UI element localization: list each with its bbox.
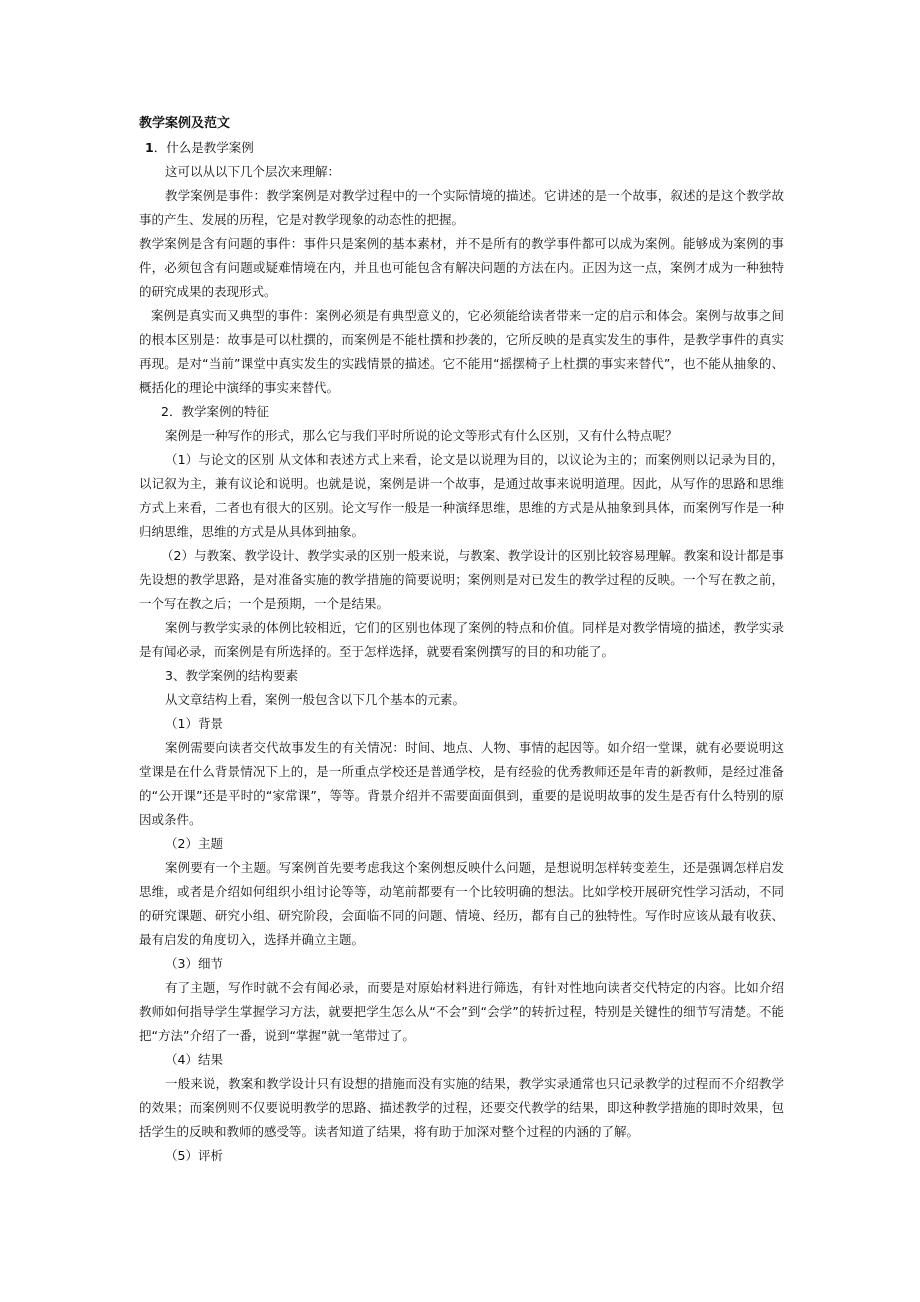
paragraph-result: 一般来说，教案和教学设计只有设想的措施而没有实施的结果，教学实录通常也只记录教学的过程而不介绍教学的效果；而案例则不仅要说明教学的思路、描述教学的过程，还要交代教学的结果，即这种教学措施的即时效果，包括学生的反映和教师的感受等。读者知道了结果，将有助于加深对整个过程的内涵的了解。: [139, 1076, 784, 1139]
heading-detail: （3）细节: [165, 956, 223, 971]
paragraph-s2-1: （1）与论文的区别 从文体和表述方式上来看，论文是以说理为目的，以议论为主的；而案例则以记录为目的，以记叙为主，兼有议论和说明。也就是说，案例是讲一个故事，是通过故事来说明道理。因此，从写作的思路和思维方式上来看，二者也有很大的区别。论文写作一般是一种演绎思维，思维的方式是从抽象到具体，而案例写作是一种归纳思维，思维的方式是从具体到抽象。: [139, 452, 784, 539]
paragraph-s2-3: 案例与教学实录的体例比较相近，它们的区别也体现了案例的特点和价值。同样是对教学情境的描述，教学实录是有闻必录，而案例是有所选择的。至于怎样选择，就要看案例撰写的目的和功能了。: [139, 620, 784, 659]
heading-result: （4）结果: [165, 1052, 223, 1067]
paragraph-problem: 教学案例是含有问题的事件：事件只是案例的基本素材，并不是所有的教学事件都可以成为案例。能够成为案例的事件，必须包含有问题或疑难情境在内，并且也可能包含有解决问题的方法在内。正因为这一点，案例才成为一种独特的研究成果的表现形式。: [139, 236, 784, 299]
heading-background: （1）背景: [165, 716, 223, 731]
paragraph-theme: 案例要有一个主题。写案例首先要考虑我这个案例想反映什么问题，是想说明怎样转变差生，还是强调怎样启发思维，或者是介绍如何组织小组讨论等等，动笔前都要有一个比较明确的想法。比如学校开展研究性学习活动，不同的研究课题、研究小组、研究阶段，会面临不同的问题、情境、经历，都有自己的独特性。写作时应该从最有收获、最有启发的角度切入，选择并确立主题。: [139, 860, 784, 947]
heading-theme: （2）主题: [165, 836, 223, 851]
paragraph-typical: 案例是真实而又典型的事件：案例必须是有典型意义的，它必须能给读者带来一定的启示和体会。案例与故事之间的根本区别是：故事是可以杜撰的，而案例是不能杜撰和抄袭的，它所反映的是真实发生的事件，是教学事件的真实再现。是对“当前”课堂中真实发生的实践情景的描述。它不能用“摇摆椅子上杜撰的事实来替代”，也不能从抽象的、概括化的理论中演绎的事实来替代。: [139, 308, 784, 395]
paragraph-background: 案例需要向读者交代故事发生的有关情况：时间、地点、人物、事情的起因等。如介绍一堂课，就有必要说明这堂课是在什么背景情况下上的，是一所重点学校还是普通学校，是有经验的优秀教师还是年青的新教师，是经过准备的“公开课”还是平时的“家常课”，等等。背景介绍并不需要面面俱到，重要的是说明故事的发生是否有什么特别的原因或条件。: [139, 740, 784, 827]
paragraph-s2-intro: 案例是一种写作的形式，那么它与我们平时所说的论文等形式有什么区别，又有什么特点呢？: [165, 428, 678, 443]
paragraph-event: 教学案例是事件：教学案例是对教学过程中的一个实际情境的描述。它讲述的是一个故事，叙述的是这个教学故事的产生、发展的历程，它是对教学现象的动态性的把握。: [139, 188, 784, 227]
section-3-heading: 3、教学案例的结构要素: [165, 668, 298, 683]
paragraph-detail: 有了主题，写作时就不会有闻必录，而要是对原始材料进行筛选，有针对性地向读者交代特定的内容。比如介绍教师如何指导学生掌握学习方法，就要把学生怎么从“不会”到“会学”的转折过程，特别是关键性的细节写清楚。不能把“方法”介绍了一番，说到“掌握”就一笔带过了。: [139, 980, 784, 1043]
heading-comment: （5）评析: [165, 1148, 223, 1163]
section-1-heading-text: ．什么是教学案例: [153, 140, 254, 155]
section-2-heading: 2．教学案例的特征: [161, 404, 269, 419]
section-1-number: 1: [145, 140, 154, 155]
document-page: [139, 112, 784, 1168]
section-1-heading: [139, 136, 784, 160]
document-title: 教学案例及范文: [139, 116, 231, 131]
paragraph-s2-2: （2）与教案、教学设计、教学实录的区别一般来说，与教案、教学设计的区别比较容易理解。教案和设计都是事先设想的教学思路，是对准备实施的教学措施的简要说明；案例则是对已发生的教学过程的反映。一个写在教之前，一个写在教之后；一个是预期，一个是结果。: [139, 548, 784, 611]
paragraph-intro: 这可以从以下几个层次来理解：: [165, 164, 341, 179]
paragraph-s3-intro: 从文章结构上看，案例一般包含以下几个基本的元素。: [165, 692, 466, 707]
